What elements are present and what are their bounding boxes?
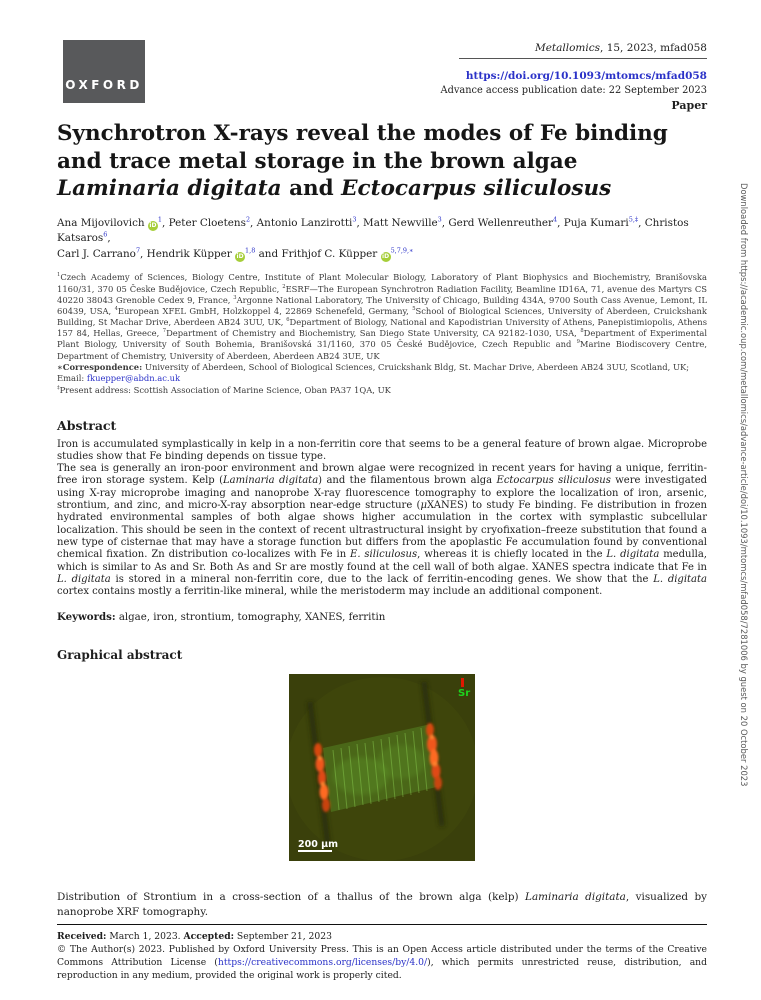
keywords: Keywords: algae, iron, strontium, tomography, XANES, ferritin — [57, 611, 386, 624]
sr-label: Sr — [458, 688, 471, 700]
legend-red-marker — [461, 678, 464, 687]
abstract-paragraph-2: The sea is generally an iron-poor environment and brown algae were recognized in recent years for having a unique, ferritin-free iron storage system. Kelp (Laminaria digitata) and the filamentous brown alga Ectocarpus siliculosus were investigated using X-ray microprobe imaging and nanoprobe X-ray fluorescence tomography to explore the localization of iron, arsenic, strontium, and zinc, and micro-X-ray absorption near-edge structure (μXANES) to study Fe binding. Fe distribution in frozen hydrated environmental samples of both algae shows higher accumulation in the cortex with symplastic subcellular localization. This should be seen in the context of recent ultrastructural insight by cryofixation–freeze substitution that found a new type of cisternae that may have a storage function but differs from the apoplastic Fe accumulation found by conventional chemical fixation. Zn distribution co-localizes with Fe in E. siliculosus, whereas it is chiefly located in the L. digitata medulla, which is similar to As and Sr. Both As and Sr are mostly found at the cell wall of both algae. XANES spectra indicate that Fe in L. digitata is stored in a mineral non-ferritin core, due to the lack of ferritin-encoding genes. We show that the L. digitata cortex contains mostly a ferritin-like mineral, while the meristoderm may include an additional component. — [57, 463, 708, 598]
advance-access-date: Advance access publication date: 22 September 2023 — [440, 85, 707, 96]
article-content — [57, 0, 707, 920]
article-type-label: Paper — [671, 99, 707, 112]
abstract-paragraph-1: Iron is accumulated symplastically in kelp in a non-ferritin core that seems to be a general feature of brown algae. Microprobe studies show that Fe binding depends on tissue type. — [57, 438, 707, 462]
article-title: Synchrotron X-rays reveal the modes of Fe binding and trace metal storage in the brown algae Laminaria digitata and Ectocarpus siliculosus — [57, 121, 668, 202]
graphical-abstract-figure — [289, 674, 475, 861]
scale-bar — [298, 850, 332, 852]
abstract-heading: Abstract — [57, 417, 117, 433]
oxford-logo — [63, 40, 145, 103]
correspondence: ∗Correspondence: University of Aberdeen, School of Biological Sciences, Cruickshank Bldg, St. Machar Drive, Aberdeen AB24 3UU, Scotland, UK; — [57, 361, 690, 372]
author-line-1: Ana Mijovilovich $iD^1$, Peter Cloetens$^2$, Antonio Lanzirotti$^3$, Matt Newville$^3$, Gerd Wellenreuther$^4$, Puja Kumari$^{5,\ddagger}$, Christos Katsaros$^6$, — [57, 215, 689, 245]
present-address: ‡Present address: Scottish Association of Marine Science, Oban PA37 1QA, UK — [57, 384, 391, 395]
email-line[interactable]: Email: fkuepper@abdn.ac.uk — [57, 373, 181, 384]
footer-divider — [57, 924, 707, 925]
graphical-abstract-heading: Graphical abstract — [57, 648, 183, 663]
scale-bar-label: 200 μm — [298, 839, 339, 851]
doi-link[interactable]: https://doi.org/10.1093/mtomcs/mfad058 — [465, 70, 707, 82]
download-watermark: Downloaded from https://academic.oup.com/metallomics/advance-article/doi/10.1093/mtomcs/mfad058/7281006 by guest on 20 October 2023 — [739, 183, 749, 787]
header-divider — [459, 58, 707, 59]
received-accepted-dates: Received: March 1, 2023. Accepted: September 21, 2023 — [57, 931, 332, 942]
page-header — [57, 40, 707, 112]
affiliations: $^1$Czech Academy of Sciences, Biology Centre, Institute of Plant Molecular Biology, Laboratory of Plant Biophysics and Biochemistry, Branišovska 1160/31, 370 05 Česke Budějovice, Czech Republic, $^2$ESRF—The European Synchrotron Radiation Facility, Beamline ID16A, 71, avenue des Martyrs CS 40220 38043 Grenoble Cedex 9, France, $^3$Argonne National Laboratory, The University of Chicago, Building 434A, 9700 South Cass Avenue, Lemont, IL 60439, USA, $^4$European XFEL GmbH, Holzkoppel 4, 22869 Schenefeld, Germany, $^5$School of Biological Sciences, University of Aberdeen, Cruickshank Building, St Machar Drive, Aberdeen AB24 3UU, UK, $^6$Department of Biology, National and Kapodistrian University of Athens, Panepistimiopolis, Athens 157 84, Hellas, Greece, $^7$Department of Chemistry and Biochemistry, San Diego State University, CA 92182-1030, USA, $^8$Department of Experimental Plant Biology, University of South Bohemia, Branišovská 31/1160, 370 05 České Budějovice, Czech Republic and $^9$Marine Biodiscovery Centre, Department of Chemistry, University of Aberdeen, Aberdeen AB24 3UE, UK — [57, 272, 708, 361]
license-statement[interactable]: © The Author(s) 2023. Published by Oxford University Press. This is an Open Access article distributed under the terms of the Creative Commons Attribution License (https://creativecommons.org/licenses/by/4.0/), which permits unrestricted reuse, distribution, and reproduction in any medium, provided the original work is properly cited. — [57, 944, 707, 981]
figure-caption: Distribution of Strontium in a cross-section of a thallus of the brown alga (kelp) Laminaria digitata, visualized by nanoprobe XRF tomography. — [57, 891, 708, 918]
author-list — [57, 216, 707, 263]
page-footer — [57, 924, 707, 983]
oxford-logo-text: OXFORD — [65, 78, 143, 92]
author-line-2: Carl J. Carrano$^7$, Hendrik Küpper iD$^{1,8}$ and Frithjof C. Küpper $iD^{5,7,9,∗}$ — [57, 246, 414, 260]
journal-info — [441, 42, 708, 112]
journal-citation: Metallomics, 15, 2023, mfad058 — [534, 42, 707, 54]
